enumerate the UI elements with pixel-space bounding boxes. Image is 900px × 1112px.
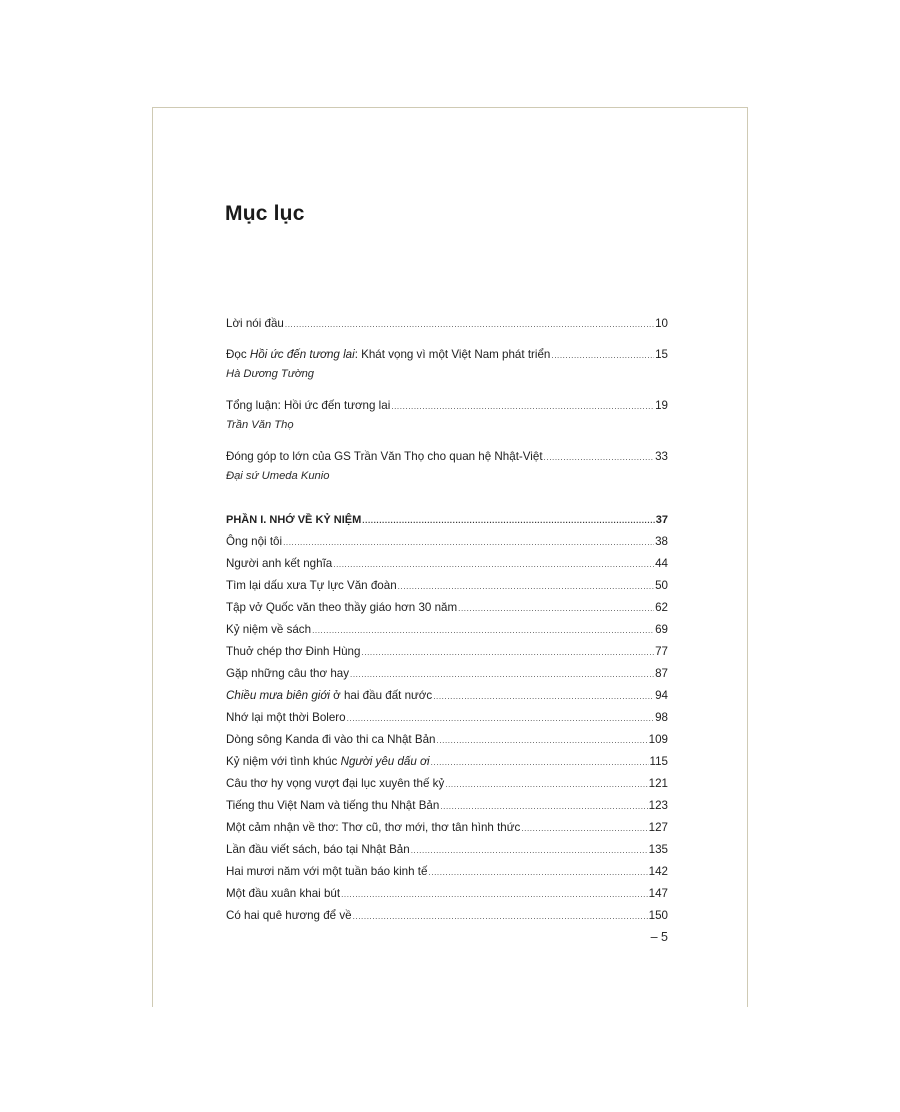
toc-entry-title: Kỷ niệm với tình khúc Người yêu dấu ơi (226, 755, 430, 768)
toc-entry-title: Tiếng thu Việt Nam và tiếng thu Nhật Bản (226, 799, 440, 812)
toc-entry[interactable] (226, 313, 668, 335)
toc-entry-page: 94 (655, 689, 668, 702)
dot-leader (391, 396, 654, 418)
toc-entry-author: Trần Văn Thọ (226, 419, 294, 431)
toc-entry-page: 109 (648, 733, 668, 746)
dot-leader (312, 620, 654, 642)
toc-part-title: PHẦN I. NHỚ VỀ KỶ NIỆM (226, 514, 362, 526)
toc-entry-page: 33 (655, 450, 668, 463)
table-of-contents (226, 313, 668, 927)
dot-leader (350, 664, 654, 686)
toc-entry[interactable] (226, 685, 668, 707)
toc-entry-page: 147 (648, 887, 668, 900)
toc-entry[interactable] (226, 619, 668, 641)
dot-leader (433, 686, 654, 708)
toc-entry-page: 121 (648, 777, 668, 790)
toc-entry[interactable] (226, 575, 668, 597)
dot-leader (353, 906, 648, 928)
dot-leader (341, 884, 648, 906)
dot-leader (445, 774, 647, 796)
toc-entry-page: 98 (655, 711, 668, 724)
toc-entry-page: 150 (648, 909, 668, 922)
toc-entry-page: 15 (655, 348, 668, 361)
toc-entry-title: Có hai quê hương để về (226, 909, 352, 922)
toc-entry[interactable] (226, 729, 668, 751)
toc-entry[interactable] (226, 663, 668, 685)
dot-leader (285, 314, 654, 336)
toc-entry[interactable] (226, 817, 668, 839)
toc-entry[interactable] (226, 553, 668, 575)
toc-entry-page: 50 (655, 579, 668, 592)
dot-leader (362, 510, 654, 532)
dot-leader (431, 752, 649, 774)
toc-entry[interactable] (226, 751, 668, 773)
dot-leader (440, 796, 647, 818)
dot-leader (411, 840, 648, 862)
dot-leader (361, 642, 654, 664)
toc-entry-title: Đóng góp to lớn của GS Trần Văn Thọ cho quan hệ Nhật-Việt (226, 450, 543, 463)
toc-entry[interactable] (226, 446, 668, 468)
toc-entry-page: 44 (655, 557, 668, 570)
toc-entry[interactable] (226, 344, 668, 366)
toc-entry-title: Chiều mưa biên giới ở hai đầu đất nước (226, 689, 433, 702)
toc-entry-page: 123 (648, 799, 668, 812)
toc-entry[interactable] (226, 597, 668, 619)
dot-leader (428, 862, 647, 884)
page-title: Mục lục (225, 202, 305, 225)
toc-entry-title: Thuở chép thơ Đinh Hùng (226, 645, 361, 658)
toc-entry[interactable] (226, 883, 668, 905)
dot-leader (544, 447, 655, 469)
toc-entry-author: Hà Dương Tường (226, 368, 315, 380)
dot-leader (283, 532, 654, 554)
dot-leader (551, 345, 654, 367)
toc-entry[interactable] (226, 795, 668, 817)
dot-leader (436, 730, 647, 752)
toc-part-heading[interactable] (226, 509, 668, 531)
page-number: – 5 (650, 930, 668, 944)
toc-entry-title: Một cảm nhận về thơ: Thơ cũ, thơ mới, thơ tân hình thức (226, 821, 521, 834)
toc-entry-title: Ông nội tôi (226, 535, 283, 548)
toc-entry-title: Tập vở Quốc văn theo thầy giáo hơn 30 năm (226, 601, 458, 614)
toc-entry-page: 19 (655, 399, 668, 412)
toc-entry-title: Nhớ lại một thời Bolero (226, 711, 346, 724)
toc-entry[interactable] (226, 641, 668, 663)
toc-entry-title: Tổng luận: Hồi ức đến tương lai (226, 399, 391, 412)
dot-leader (521, 818, 647, 840)
toc-entry[interactable] (226, 531, 668, 553)
toc-entry-page: 115 (649, 755, 668, 768)
toc-entry-title: Lời nói đầu (226, 317, 284, 330)
dot-leader (333, 554, 654, 576)
toc-entry[interactable] (226, 707, 668, 729)
toc-entry-page: 69 (655, 623, 668, 636)
toc-entry-title: Người anh kết nghĩa (226, 557, 333, 570)
toc-entry-page: 127 (648, 821, 668, 834)
toc-entry[interactable] (226, 905, 668, 927)
toc-entry[interactable] (226, 839, 668, 861)
toc-entry-page: 135 (648, 843, 668, 856)
toc-entry-title: Hai mươi năm với một tuần báo kinh tế (226, 865, 428, 878)
toc-entry[interactable] (226, 395, 668, 417)
toc-entry-page: 38 (655, 535, 668, 548)
toc-entry-page: 87 (655, 667, 668, 680)
toc-entry-page: 62 (655, 601, 668, 614)
toc-entry-page: 10 (655, 317, 668, 330)
dot-leader (458, 598, 654, 620)
toc-entry[interactable] (226, 861, 668, 883)
toc-entry-title: Tìm lại dấu xưa Tự lực Văn đoàn (226, 579, 397, 592)
toc-entry-title: Một đầu xuân khai bút (226, 887, 341, 900)
toc-part-page: 37 (655, 514, 668, 526)
toc-entry-author: Đại sứ Umeda Kunio (226, 470, 330, 482)
dot-leader (398, 576, 654, 598)
toc-entry-title: Đọc Hồi ức đến tương lai: Khát vọng vì một Việt Nam phát triển (226, 348, 551, 361)
dot-leader (347, 708, 654, 730)
toc-entry-title: Dòng sông Kanda đi vào thi ca Nhật Bản (226, 733, 436, 746)
toc-entry-title: Câu thơ hy vọng vượt đại lục xuyên thế kỷ (226, 777, 445, 790)
toc-entry-title: Kỷ niệm về sách (226, 623, 312, 636)
toc-entry[interactable] (226, 773, 668, 795)
toc-entry-title: Gặp những câu thơ hay (226, 667, 350, 680)
toc-entry-page: 142 (648, 865, 668, 878)
toc-entry-page: 77 (655, 645, 668, 658)
toc-entry-title: Lần đầu viết sách, báo tại Nhật Bản (226, 843, 410, 856)
